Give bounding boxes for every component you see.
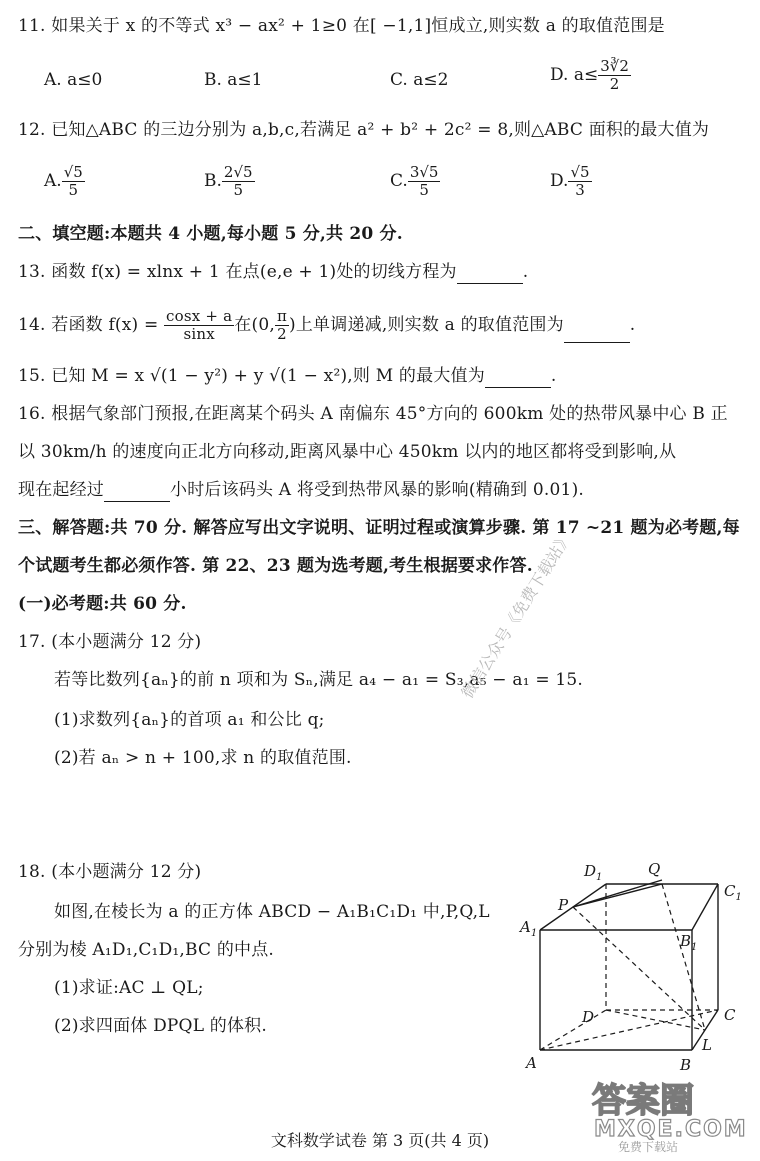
- q11-option-b: B. a≤1: [204, 70, 263, 90]
- label-b: B: [680, 1056, 692, 1074]
- section-fill-in-heading: 二、填空题:本题共 4 小题,每小题 5 分,共 20 分.: [18, 224, 403, 244]
- required-part-heading: (一)必考题:共 60 分.: [18, 594, 187, 614]
- label-q: Q: [648, 860, 661, 878]
- q14: [18, 308, 635, 343]
- q12-option-d-fraction: [568, 164, 591, 199]
- q12-stem: 12. 已知△ABC 的三边分别为 a,b,c,若满足 a² + b² + 2c² = 8,则△ABC 面积的最大值为: [18, 120, 710, 140]
- label-b1: $B_1$: [680, 932, 698, 953]
- segment-q-l: [662, 884, 705, 1030]
- q12-option-c-prefix: C.: [390, 171, 408, 191]
- cube-figure: [512, 850, 752, 1080]
- q16-line-3: [18, 478, 584, 502]
- q12-option-b-prefix: B.: [204, 171, 222, 191]
- section-solutions-heading-1: 三、解答题:共 70 分. 解答应写出文字说明、证明过程或演算步骤. 第 17 ~21 题为必考题,每: [18, 518, 740, 538]
- q12-option-b: [204, 164, 255, 199]
- q11-option-a: A. a≤0: [44, 70, 103, 90]
- answer-blank: [457, 265, 523, 284]
- label-a1: $A_1$: [520, 918, 538, 939]
- q15: [18, 364, 557, 388]
- q18-body-line-1: 如图,在棱长为 a 的正方体 ABCD − A₁B₁C₁D₁ 中,P,Q,L: [54, 902, 490, 922]
- label-a: A: [526, 1054, 537, 1072]
- q18-body-line-2: 分别为棱 A₁D₁,C₁D₁,BC 的中点.: [18, 940, 275, 960]
- q17-body: 若等比数列{aₙ}的前 n 项和为 Sₙ,满足 a₄ − a₁ = S₃,a₅ − a₁ = 15.: [54, 670, 583, 690]
- q14-text-start: 14. 若函数 f(x) =: [18, 315, 159, 335]
- q14-function-fraction: [164, 308, 234, 343]
- q11-option-d-fraction: [598, 58, 631, 93]
- fraction-denominator: 5: [419, 181, 429, 199]
- fraction-denominator: 2: [277, 325, 287, 343]
- label-l: L: [702, 1036, 712, 1054]
- watermark-text: 微信公众号《免费下载站》: [457, 528, 576, 702]
- fraction-numerator: 3∛2: [600, 57, 629, 75]
- q16-line-2: 以 30km/h 的速度向正北方向移动,距离风暴中心 450km 以内的地区都将受到影响,从: [18, 442, 677, 462]
- q12-option-d-prefix: D.: [550, 171, 569, 191]
- q17-part-1: (1)求数列{aₙ}的首项 a₁ 和公比 q;: [54, 710, 325, 730]
- q12-option-a-fraction: [62, 164, 85, 199]
- fraction-denominator: 2: [609, 75, 620, 93]
- q18-part-2: (2)求四面体 DPQL 的体积.: [54, 1016, 267, 1036]
- label-c: C: [724, 1006, 736, 1024]
- q13-text: 13. 函数 f(x) = xlnx + 1 在点(e,e + 1)处的切线方程为: [18, 262, 457, 282]
- fraction-numerator: 3√5: [409, 163, 439, 181]
- fraction-numerator: cosx + a: [166, 307, 233, 325]
- q11-option-d: [550, 58, 631, 93]
- q17-part-2: (2)若 aₙ > n + 100,求 n 的取值范围.: [54, 748, 352, 768]
- q12-option-c-fraction: [408, 164, 441, 199]
- q11-option-d-prefix: D. a≤: [550, 65, 599, 85]
- fraction-denominator: sinx: [183, 325, 215, 343]
- q16-line-3-start: 现在起经过: [18, 480, 104, 500]
- fraction-numerator: √5: [63, 163, 83, 181]
- q13: [18, 260, 528, 284]
- q11-option-c: C. a≤2: [390, 70, 449, 90]
- q12-option-c: [390, 164, 440, 199]
- answer-blank: [485, 369, 551, 388]
- fraction-denominator: 5: [68, 181, 79, 199]
- logo-domain-text: MXQE.COM: [594, 1117, 748, 1140]
- label-d: D: [582, 1008, 595, 1026]
- q18-part-1: (1)求证:AC ⊥ QL;: [54, 978, 204, 998]
- fraction-denominator: 3: [575, 181, 585, 199]
- edge-a-d: [540, 1010, 606, 1050]
- answer-blank: [104, 483, 170, 502]
- q15-end: .: [550, 366, 557, 386]
- fraction-numerator: π: [276, 307, 288, 325]
- q14-text-end: )上单调递减,则实数 a 的取值范围为: [289, 315, 564, 335]
- q15-text: 15. 已知 M = x √(1 − y²) + y √(1 − x²),则 M 的最大值为: [18, 366, 485, 386]
- logo-subtitle: 免费下载站: [618, 1140, 679, 1154]
- logo-main-text: 答案圈: [592, 1081, 694, 1121]
- q18-title: 18. (本小题满分 12 分): [18, 862, 202, 882]
- diagonal-a-c: [540, 1010, 718, 1050]
- q13-end: .: [522, 262, 529, 282]
- fraction-numerator: √5: [570, 163, 590, 181]
- section-solutions-heading-2: 个试题考生都必须作答. 第 22、23 题为选考题,考生根据要求作答.: [18, 556, 533, 576]
- q12-option-a-prefix: A.: [44, 171, 62, 191]
- fraction-denominator: 5: [233, 181, 243, 199]
- q14-pi-fraction: [275, 308, 289, 343]
- q12-option-d: [550, 164, 592, 199]
- q12-option-a: [44, 164, 85, 199]
- page-footer: 文科数学试卷 第 3 页(共 4 页): [270, 1131, 490, 1150]
- answer-blank: [564, 324, 630, 343]
- q12-option-b-fraction: [222, 164, 255, 199]
- edge-b1-c1: [692, 884, 718, 930]
- label-d1: $D_1$: [584, 862, 603, 883]
- label-p: P: [558, 896, 569, 914]
- label-c1: $C_1$: [724, 882, 742, 903]
- q11-stem: 11. 如果关于 x 的不等式 x³ − ax² + 1≥0 在[ −1,1]恒成立,则实数 a 的取值范围是: [18, 16, 665, 36]
- q14-interval-start: 在(0,: [234, 315, 275, 335]
- q16-line-1: 16. 根据气象部门预报,在距离某个码头 A 南偏东 45°方向的 600km 处的热带风暴中心 B 正: [18, 404, 728, 424]
- fraction-numerator: 2√5: [223, 163, 253, 181]
- q14-end: .: [629, 315, 636, 335]
- q17-title: 17. (本小题满分 12 分): [18, 632, 202, 652]
- q16-line-3-end: 小时后该码头 A 将受到热带风暴的影响(精确到 0.01).: [170, 480, 585, 500]
- segment-d-l: [606, 1010, 705, 1030]
